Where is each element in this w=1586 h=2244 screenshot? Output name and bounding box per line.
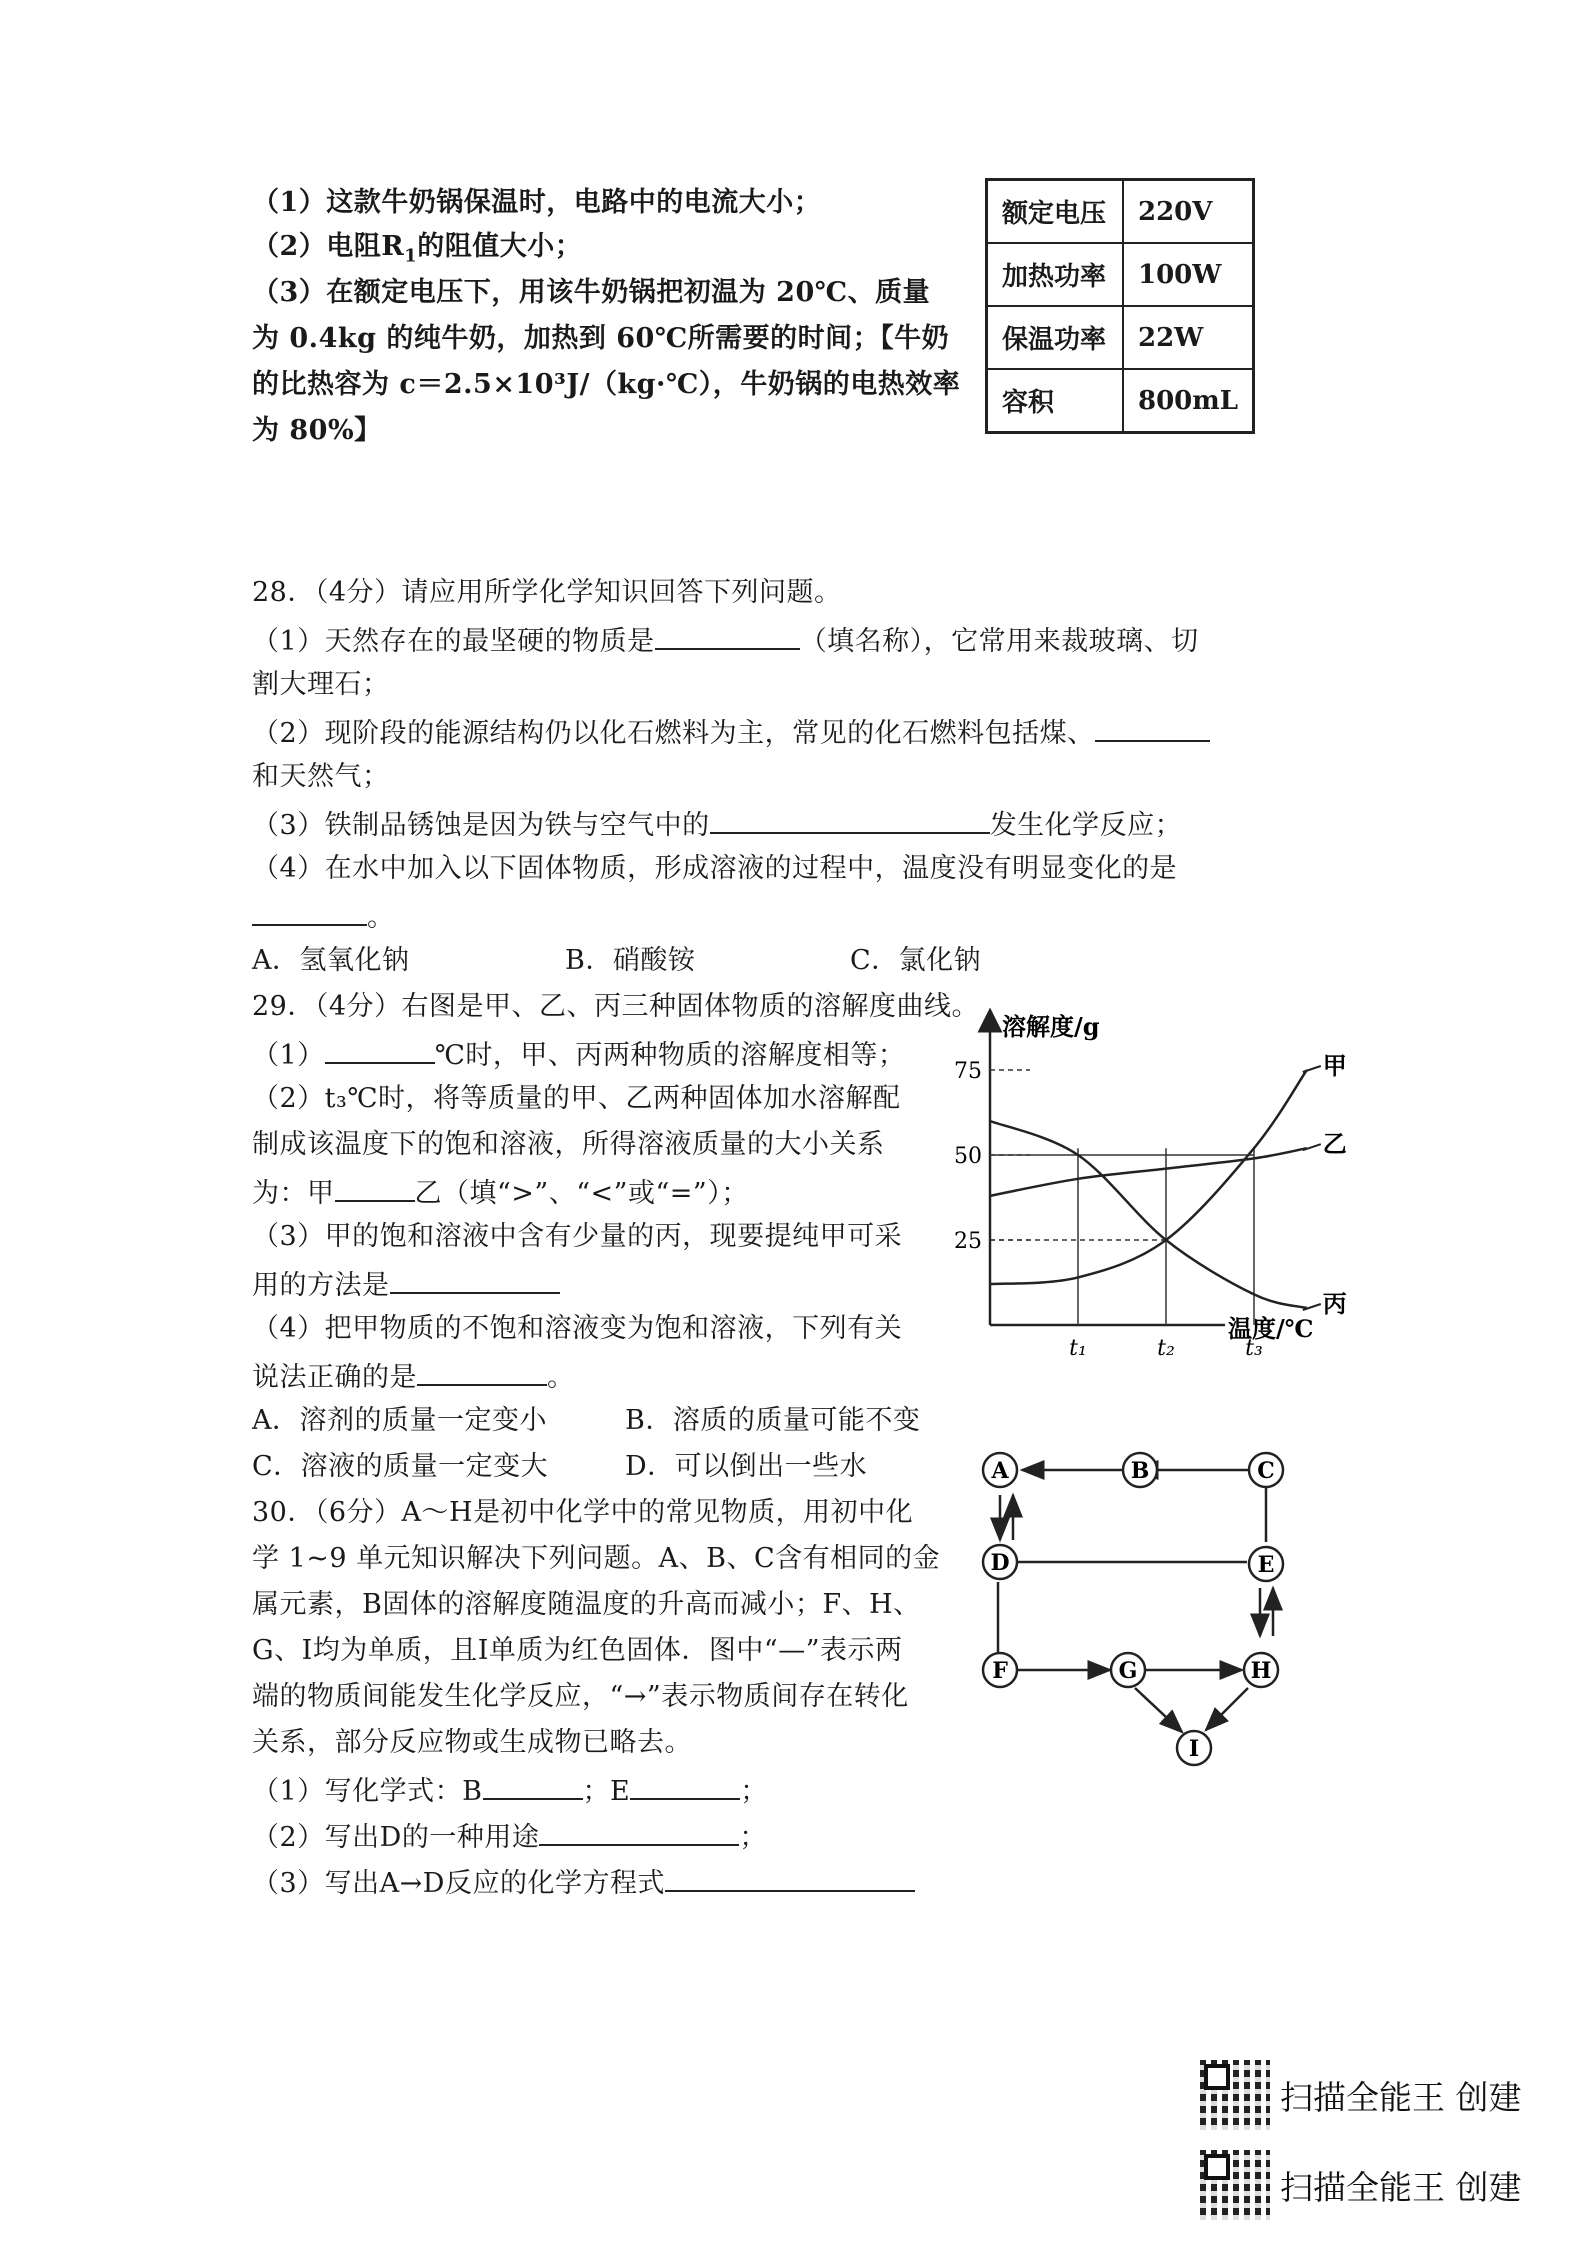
q28-option-a: A．氢氧化钠 bbox=[252, 945, 410, 976]
q27-line-6: 为 80%】 bbox=[252, 415, 382, 446]
spec-value: 22W bbox=[1123, 306, 1254, 369]
node-b bbox=[1123, 1453, 1157, 1487]
answer-blank[interactable] bbox=[1095, 714, 1210, 742]
series-label: 乙 bbox=[1322, 1129, 1347, 1159]
q30-s1a: （1）写化学式：B bbox=[252, 1776, 483, 1807]
q30-sub-2 bbox=[252, 1818, 767, 1855]
q29-heading: 29．（4分）右图是甲、乙、丙三种固体物质的溶解度曲线。 bbox=[252, 991, 980, 1022]
answer-blank[interactable] bbox=[665, 1864, 915, 1892]
y-tick-label: 50 bbox=[954, 1144, 982, 1169]
svg-text:E: E bbox=[1257, 1552, 1275, 1578]
q29-l1pre: （1） bbox=[252, 1040, 325, 1071]
spec-row bbox=[987, 243, 1254, 306]
watermark-1 bbox=[1200, 2060, 1522, 2130]
q28-line-3 bbox=[252, 806, 1182, 843]
q30-s2a: （2）写出D的一种用途 bbox=[252, 1822, 540, 1853]
spec-row bbox=[987, 306, 1254, 369]
arrow-g-to-i bbox=[1135, 1688, 1182, 1732]
q29-l8b: 。 bbox=[547, 1362, 575, 1393]
r1-subscript: 1 bbox=[404, 245, 418, 267]
q29-line-1 bbox=[252, 1036, 905, 1073]
spec-value: 220V bbox=[1123, 180, 1254, 244]
q30-line-6: 关系，部分反应物或生成物已略去。 bbox=[252, 1727, 692, 1758]
qr-code-icon bbox=[1200, 2150, 1270, 2220]
answer-blank[interactable] bbox=[417, 1358, 547, 1386]
spec-key: 容积 bbox=[987, 369, 1124, 433]
answer-blank[interactable] bbox=[710, 806, 990, 834]
q30-line-3: 属元素，B固体的溶解度随温度的升高而减小；F、H、 bbox=[252, 1589, 921, 1620]
q30-line-4: G、I均为单质，且I单质为红色固体．图中“—”表示两 bbox=[252, 1635, 903, 1666]
q28-line-1c: 割大理石； bbox=[252, 669, 390, 700]
q29-line-7: （4）把甲物质的不饱和溶液变为饱和溶液，下列有关 bbox=[252, 1313, 903, 1344]
q29-l4a: 为：甲 bbox=[252, 1178, 335, 1209]
y-tick-label: 25 bbox=[954, 1229, 982, 1254]
q29-option-d: D．可以倒出一些水 bbox=[625, 1451, 868, 1482]
q27-line-2-text: （2）电阻R bbox=[252, 231, 405, 262]
q30-s1c: ； bbox=[740, 1776, 768, 1807]
node-f bbox=[983, 1653, 1017, 1687]
series-line-甲 bbox=[990, 1070, 1307, 1284]
series-label: 甲 bbox=[1322, 1051, 1347, 1080]
x-tick-label: t₁ bbox=[1069, 1336, 1087, 1361]
q27-line-4: 为 0.4kg 的纯牛奶，加热到 60℃所需要的时间；【牛奶 bbox=[252, 323, 950, 354]
q29-l8a: 说法正确的是 bbox=[252, 1362, 417, 1393]
x-tick-label: t₃ bbox=[1245, 1336, 1263, 1361]
q29-l6: 用的方法是 bbox=[252, 1270, 390, 1301]
q27-line-2 bbox=[252, 230, 582, 273]
q28-l3a: （3）铁制品锈蚀是因为铁与空气中的 bbox=[252, 810, 710, 841]
solubility-chart bbox=[940, 1005, 1347, 1365]
watermark-2 bbox=[1200, 2150, 1522, 2220]
spec-row bbox=[987, 180, 1254, 244]
q28-l4end: 。 bbox=[367, 902, 395, 933]
q30-line-2: 学 1~9 单元知识解决下列问题。A、B、C含有相同的金 bbox=[252, 1543, 941, 1574]
svg-text:B: B bbox=[1130, 1458, 1150, 1484]
q28-l3b: 发生化学反应； bbox=[989, 810, 1183, 841]
q29-line-5: （3）甲的饱和溶液中含有少量的丙，现要提纯甲可采 bbox=[252, 1221, 903, 1252]
q29-line-6 bbox=[252, 1266, 560, 1303]
q28-l2a: （2）现阶段的能源结构仍以化石燃料为主，常见的化石燃料包括煤、 bbox=[252, 718, 1095, 749]
q29-option-a: A．溶剂的质量一定变小 bbox=[252, 1405, 547, 1436]
arrow-h-to-i bbox=[1206, 1688, 1248, 1730]
svg-text:F: F bbox=[992, 1658, 1008, 1684]
answer-blank[interactable] bbox=[390, 1266, 560, 1294]
q29-option-b: B．溶质的质量可能不变 bbox=[625, 1405, 921, 1436]
spec-row bbox=[987, 369, 1254, 433]
q29-l4b: 乙（填“>”、“<”或“=”）； bbox=[414, 1178, 749, 1209]
svg-text:D: D bbox=[990, 1550, 1010, 1576]
q29-line-3: 制成该温度下的饱和溶液，所得溶液质量的大小关系 bbox=[252, 1129, 885, 1160]
q28-line-4-answer bbox=[252, 898, 395, 935]
answer-blank[interactable] bbox=[335, 1174, 415, 1202]
q27-line-5: 的比热容为 c＝2.5×10³J/（kg·℃），牛奶锅的电热效率 bbox=[252, 369, 961, 400]
x-axis-label: 温度/℃ bbox=[1228, 1314, 1314, 1343]
q29-option-c: C．溶液的质量一定变大 bbox=[252, 1451, 549, 1482]
q28-line-1 bbox=[252, 622, 1199, 659]
answer-blank-e[interactable] bbox=[630, 1772, 740, 1800]
q29-l1: ℃时，甲、丙两种物质的溶解度相等； bbox=[434, 1040, 906, 1071]
relationship-diagram bbox=[970, 1440, 1310, 1780]
answer-blank[interactable] bbox=[252, 898, 367, 926]
q30-s3a: （3）写出A→D反应的化学方程式 bbox=[252, 1868, 665, 1899]
spec-key: 额定电压 bbox=[987, 180, 1124, 244]
answer-blank[interactable] bbox=[539, 1818, 739, 1846]
q28-heading: 28．（4分）请应用所学化学知识回答下列问题。 bbox=[252, 577, 842, 608]
answer-blank-b[interactable] bbox=[483, 1772, 583, 1800]
svg-text:C: C bbox=[1257, 1458, 1275, 1484]
q28-line-4: （4）在水中加入以下固体物质，形成溶液的过程中，温度没有明显变化的是 bbox=[252, 853, 1178, 884]
q28-line-2b: 和天然气； bbox=[252, 761, 390, 792]
node-h bbox=[1244, 1653, 1278, 1687]
spec-key: 加热功率 bbox=[987, 243, 1124, 306]
watermark-text: 扫描全能王 创建 bbox=[1280, 2077, 1522, 2117]
q28-line-2 bbox=[252, 714, 1210, 751]
spec-value: 800mL bbox=[1123, 369, 1254, 433]
series-label: 丙 bbox=[1322, 1289, 1347, 1318]
node-i bbox=[1177, 1731, 1211, 1765]
q30-s1b: ；E bbox=[582, 1776, 631, 1807]
spec-table bbox=[985, 178, 1255, 434]
x-tick-label: t₂ bbox=[1157, 1336, 1175, 1361]
q28-l1a: （1）天然存在的最坚硬的物质是 bbox=[252, 626, 655, 657]
q29-line-4 bbox=[252, 1174, 749, 1211]
q30-line-5: 端的物质间能发生化学反应，“→”表示物质间存在转化 bbox=[252, 1681, 909, 1712]
qr-code-icon bbox=[1200, 2060, 1270, 2130]
svg-text:G: G bbox=[1118, 1658, 1138, 1684]
svg-text:H: H bbox=[1250, 1658, 1272, 1684]
q30-sub-1 bbox=[252, 1772, 768, 1809]
answer-blank[interactable] bbox=[655, 622, 800, 650]
q28-option-b: B．硝酸铵 bbox=[565, 945, 696, 976]
q27-line-1: （1）这款牛奶锅保温时，电路中的电流大小； bbox=[252, 187, 822, 218]
q27-line-2-tail: 的阻值大小； bbox=[417, 231, 583, 262]
svg-text:A: A bbox=[991, 1458, 1009, 1484]
q30-sub-3 bbox=[252, 1864, 915, 1901]
q29-line-8 bbox=[252, 1358, 575, 1395]
node-e bbox=[1249, 1547, 1283, 1581]
node-d bbox=[983, 1545, 1017, 1579]
y-tick-label: 75 bbox=[954, 1059, 982, 1084]
q27-line-3: （3）在额定电压下，用该牛奶锅把初温为 20℃、质量 bbox=[252, 277, 931, 308]
node-c bbox=[1249, 1453, 1283, 1487]
y-axis-label: 溶解度/g bbox=[1002, 1012, 1100, 1041]
q29-line-2: （2）t₃℃时，将等质量的甲、乙两种固体加水溶解配 bbox=[252, 1083, 901, 1114]
series-leader bbox=[1303, 1066, 1321, 1072]
node-a bbox=[983, 1453, 1017, 1487]
spec-key: 保温功率 bbox=[987, 306, 1124, 369]
watermark-text: 扫描全能王 创建 bbox=[1280, 2167, 1522, 2207]
q30-line-1: 30．（6分）A～H是初中化学中的常见物质，用初中化 bbox=[252, 1497, 914, 1528]
series-line-丙 bbox=[990, 1121, 1307, 1308]
q28-l1b: （填名称），它常用来裁玻璃、切 bbox=[799, 626, 1199, 657]
answer-blank[interactable] bbox=[325, 1036, 435, 1064]
spec-value: 100W bbox=[1123, 243, 1254, 306]
q28-option-c: C．氯化钠 bbox=[850, 945, 982, 976]
q30-s2b: ； bbox=[739, 1822, 767, 1853]
node-g bbox=[1111, 1653, 1145, 1687]
svg-text:I: I bbox=[1188, 1736, 1200, 1762]
